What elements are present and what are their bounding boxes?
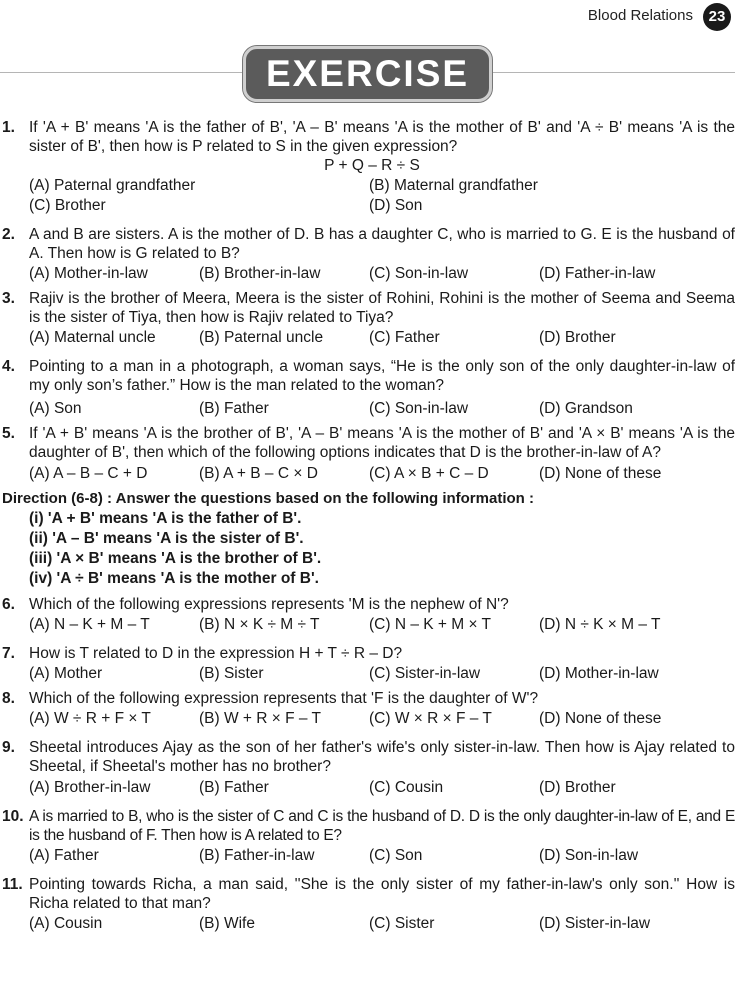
option-d: (D) Brother <box>539 779 616 796</box>
option-d: (D) Mother-in-law <box>539 665 659 682</box>
question-11 <box>0 875 735 933</box>
option-a: (A) Paternal grandfather <box>29 177 196 194</box>
direction-item: (iii) 'A × B' means 'A is the brother of B'. <box>29 550 322 567</box>
question-2 <box>0 225 735 283</box>
option-b: (B) Wife <box>199 915 255 932</box>
question-10 <box>0 807 735 865</box>
option-c: (C) N – K + M × T <box>369 616 492 633</box>
question-text: If 'A + B' means 'A is the father of B', 'A – B' means 'A is the mother of B' and 'A ÷ B' means 'A is the sister of B', then how is P related to S in the given expression? <box>29 119 735 155</box>
options <box>29 914 735 933</box>
question-text: Which of the following expression represents that 'F is the daughter of W'? <box>29 690 539 707</box>
option-d: (D) Son <box>369 197 423 214</box>
question-text: A and B are sisters. A is the mother of D. B has a daughter C, who is married to G. E is the husband of A. Then how is G related to B? <box>29 226 735 262</box>
question-number: 8. <box>2 690 15 707</box>
option-a: (A) Mother <box>29 665 103 682</box>
option-c: (C) Father <box>369 329 440 346</box>
exercise-content <box>0 118 735 939</box>
question-4 <box>0 357 735 418</box>
option-d: (D) Son-in-law <box>539 847 639 864</box>
question-text: Pointing towards Richa, a man said, ''She is the only sister of my father-in-law's only son.'' How is Richa related to that man? <box>29 876 735 912</box>
option-d: (D) N ÷ K × M – T <box>539 616 661 633</box>
question-number: 5. <box>2 425 15 442</box>
option-a: (A) N – K + M – T <box>29 616 150 633</box>
options <box>29 328 735 347</box>
option-c: (C) Son-in-law <box>369 265 469 282</box>
options <box>29 615 735 634</box>
option-d: (D) Grandson <box>539 400 633 417</box>
question-text: If 'A + B' means 'A is the brother of B', 'A – B' means 'A is the mother of B' and 'A × B' means 'A is the daughter of B', then which of the following options indicates that D is the brother-in-law of A? <box>29 425 735 461</box>
option-b: (B) Father-in-law <box>199 847 315 864</box>
question-text: Pointing to a man in a photograph, a woman says, “He is the only son of the only daughter-in-law of my only son’s father.” How is the man related to the woman? <box>29 358 735 394</box>
option-a: (A) W ÷ R + F × T <box>29 710 151 727</box>
direction-item: (ii) 'A – B' means 'A is the sister of B'. <box>29 530 304 547</box>
page-header <box>0 0 735 36</box>
option-b: (B) Father <box>199 779 269 796</box>
options <box>29 464 735 483</box>
question-5 <box>0 424 735 483</box>
direction-label: Direction (6-8) : <box>2 490 116 507</box>
options <box>29 778 735 797</box>
option-d: (D) None of these <box>539 465 662 482</box>
question-number: 2. <box>2 226 15 243</box>
options <box>29 846 735 865</box>
direction-item: (i) 'A + B' means 'A is the father of B'. <box>29 510 302 527</box>
question-8 <box>0 689 735 728</box>
option-b: (B) A + B – C × D <box>199 465 318 482</box>
question-number: 6. <box>2 596 15 613</box>
option-d: (D) Father-in-law <box>539 265 656 282</box>
option-b: (B) Brother-in-law <box>199 265 321 282</box>
options <box>29 399 735 418</box>
direction-heading <box>0 489 735 508</box>
option-c: (C) Brother <box>29 197 106 214</box>
question-number: 7. <box>2 645 15 662</box>
options <box>29 664 735 683</box>
question-6 <box>0 595 735 634</box>
chapter-title: Blood Relations <box>587 7 693 24</box>
exercise-banner: EXERCISE <box>243 46 492 102</box>
question-text: Rajiv is the brother of Meera, Meera is the sister of Rohini, Rohini is the mother of Seema and Seema is the sister of Tiya, then how is Rajiv related to Tiya? <box>29 290 735 326</box>
question-text: How is T related to D in the expression H + T ÷ R – D? <box>29 645 403 662</box>
option-a: (A) Maternal uncle <box>29 329 156 346</box>
options <box>29 709 735 728</box>
option-b: (B) Paternal uncle <box>199 329 324 346</box>
option-d: (D) Brother <box>539 329 616 346</box>
option-c: (C) Sister-in-law <box>369 665 481 682</box>
question-number: 9. <box>2 739 15 756</box>
option-c: (C) A × B + C – D <box>369 465 489 482</box>
option-b: (B) Father <box>199 400 269 417</box>
question-7 <box>0 644 735 683</box>
options <box>29 264 735 283</box>
question-3 <box>0 289 735 347</box>
option-c: (C) W × R × F – T <box>369 710 492 727</box>
question-number: 11. <box>2 876 23 893</box>
question-text: Which of the following expressions represents 'M is the nephew of N'? <box>29 596 509 613</box>
question-number: 4. <box>2 358 15 375</box>
question-text: A is married to B, who is the sister of C and C is the husband of D. D is the only daughter-in-law of E, and E is the husband of F. Then how is A related to E? <box>29 808 735 844</box>
option-c: (C) Cousin <box>369 779 444 796</box>
option-d: (D) Sister-in-law <box>539 915 651 932</box>
option-a: (A) Cousin <box>29 915 103 932</box>
option-a: (A) Brother-in-law <box>29 779 151 796</box>
direction-text: Answer the questions based on the following information : <box>115 490 534 507</box>
question-text: Sheetal introduces Ajay as the son of her father's wife's only sister-in-law. Then how is Ajay related to Sheetal, if Sheetal's mother has no brother? <box>29 739 735 775</box>
option-c: (C) Sister <box>369 915 435 932</box>
options <box>29 176 735 215</box>
page-number-badge: 23 <box>703 3 731 31</box>
option-a: (A) Mother-in-law <box>29 265 148 282</box>
option-a: (A) Father <box>29 847 99 864</box>
option-b: (B) Sister <box>199 665 264 682</box>
direction-item: (iv) 'A ÷ B' means 'A is the mother of B'. <box>29 570 319 587</box>
option-b: (B) Maternal grandfather <box>369 177 538 194</box>
question-number: 10. <box>2 808 24 825</box>
option-c: (C) Son-in-law <box>369 400 469 417</box>
question-number: 1. <box>2 119 15 136</box>
option-c: (C) Son <box>369 847 423 864</box>
question-1 <box>0 118 735 215</box>
option-a: (A) Son <box>29 400 82 417</box>
option-d: (D) None of these <box>539 710 662 727</box>
option-a: (A) A – B – C + D <box>29 465 148 482</box>
option-b: (B) W + R × F – T <box>199 710 322 727</box>
question-number: 3. <box>2 290 15 307</box>
question-9 <box>0 738 735 797</box>
direction-list <box>0 509 735 589</box>
option-b: (B) N × K ÷ M ÷ T <box>199 616 320 633</box>
question-expression: P + Q – R ÷ S <box>324 157 420 174</box>
